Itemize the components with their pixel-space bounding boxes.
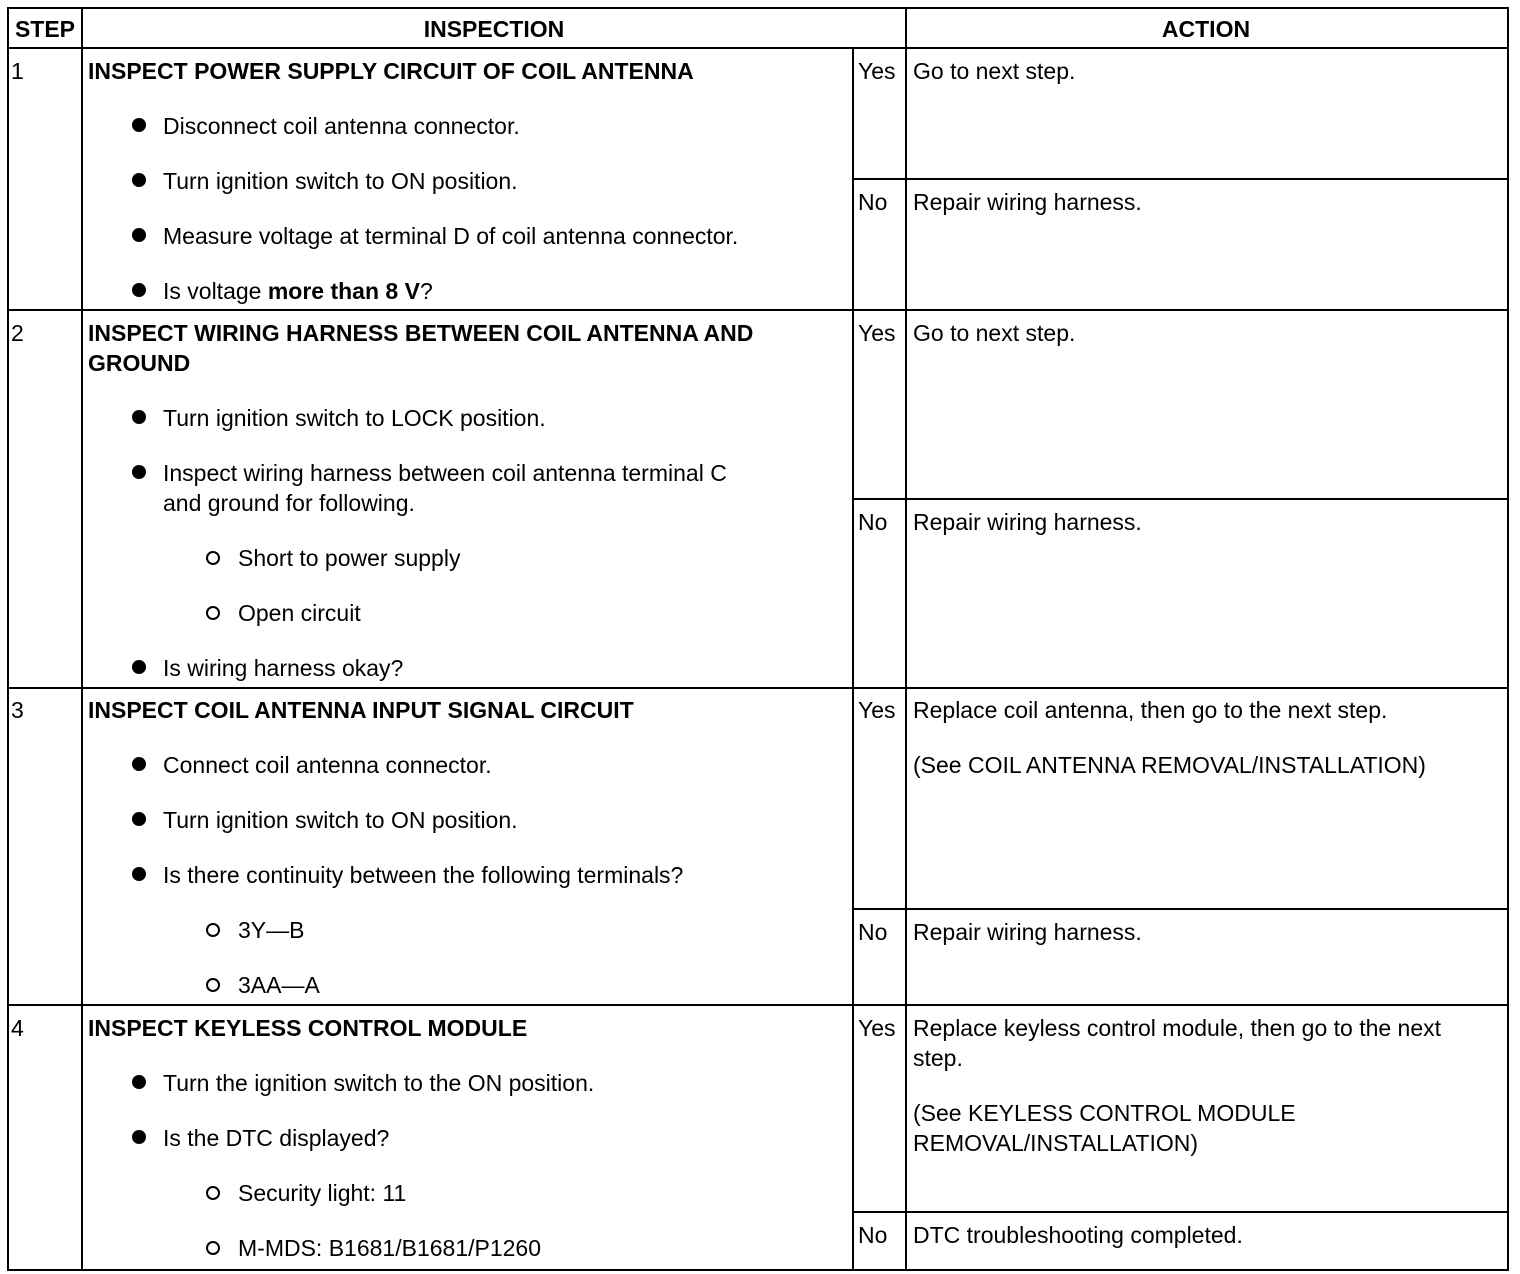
bullet-text: Inspect wiring harness between coil antenna terminal C <box>163 460 727 486</box>
column-divider-step <box>81 7 83 1269</box>
yes-action-reference: (See COIL ANTENNA REMOVAL/INSTALLATION) <box>913 752 1426 778</box>
header-inspection: INSPECTION <box>423 15 565 42</box>
no-label: No <box>858 509 888 535</box>
sub-bullet-text: 3Y—B <box>238 917 305 943</box>
step-number: 3 <box>11 697 24 723</box>
bullet-icon <box>132 118 146 132</box>
header-action: ACTION <box>1161 15 1251 42</box>
no-label: No <box>858 919 888 945</box>
sub-bullet-icon <box>206 923 220 937</box>
sub-bullet-icon <box>206 1186 220 1200</box>
no-action: Repair wiring harness. <box>913 919 1142 945</box>
question-text: Is there continuity between the following terminals? <box>163 862 684 888</box>
yes-action: Replace coil antenna, then go to the next step. <box>913 697 1388 723</box>
step-number: 2 <box>11 320 24 346</box>
bullet-icon <box>132 465 146 479</box>
sub-bullet-icon <box>206 1241 220 1255</box>
yes-label: Yes <box>858 58 896 84</box>
yes-action-continued: step. <box>913 1045 963 1071</box>
bullet-text-continued: and ground for following. <box>163 490 415 516</box>
bullet-text: Disconnect coil antenna connector. <box>163 113 520 139</box>
bullet-text: Connect coil antenna connector. <box>163 752 492 778</box>
question-text: Is the DTC displayed? <box>163 1125 390 1151</box>
no-label: No <box>858 189 888 215</box>
bullet-icon <box>132 283 146 297</box>
bullet-text: Turn ignition switch to ON position. <box>163 168 518 194</box>
question-bold-value: more than 8 V <box>267 278 420 304</box>
bullet-icon <box>132 812 146 826</box>
bullet-icon <box>132 867 146 881</box>
yes-label: Yes <box>858 1015 896 1041</box>
question-text: Is wiring harness okay? <box>163 655 404 681</box>
bullet-icon <box>132 1075 146 1089</box>
bullet-text: Turn ignition switch to LOCK position. <box>163 405 546 431</box>
bullet-icon <box>132 173 146 187</box>
question-text <box>163 276 433 306</box>
sub-bullet-text: 3AA—A <box>238 972 320 998</box>
sub-bullet-text: Short to power supply <box>238 545 461 571</box>
row-divider-3 <box>7 1004 1507 1006</box>
yes-label: Yes <box>858 320 896 346</box>
yes-label: Yes <box>858 697 896 723</box>
yes-no-divider-1 <box>852 178 1507 180</box>
yes-action-reference-continued: REMOVAL/INSTALLATION) <box>913 1130 1198 1156</box>
no-label: No <box>858 1222 888 1248</box>
sub-bullet-icon <box>206 551 220 565</box>
step-title: INSPECT COIL ANTENNA INPUT SIGNAL CIRCUIT <box>88 697 634 723</box>
column-divider-answer <box>852 49 854 1269</box>
inspection-table <box>7 7 1507 1269</box>
yes-no-divider-4 <box>852 1211 1507 1213</box>
bullet-icon <box>132 660 146 674</box>
row-divider-1 <box>7 309 1507 311</box>
column-divider-action <box>905 7 907 1269</box>
bullet-icon <box>132 757 146 771</box>
no-action: DTC troubleshooting completed. <box>913 1222 1243 1248</box>
step-title: INSPECT POWER SUPPLY CIRCUIT OF COIL ANTENNA <box>88 58 694 84</box>
bullet-text: Turn ignition switch to ON position. <box>163 807 518 833</box>
yes-action: Replace keyless control module, then go to the next <box>913 1015 1442 1041</box>
sub-bullet-text: Open circuit <box>238 600 361 626</box>
yes-no-divider-2 <box>852 498 1507 500</box>
question-prefix: Is voltage <box>163 278 268 304</box>
sub-bullet-text: Security light: 11 <box>238 1180 407 1206</box>
yes-action-reference: (See KEYLESS CONTROL MODULE <box>913 1100 1296 1126</box>
sub-bullet-icon <box>206 606 220 620</box>
yes-no-divider-3 <box>852 908 1507 910</box>
bullet-text: Measure voltage at terminal D of coil antenna connector. <box>163 223 739 249</box>
step-title: INSPECT KEYLESS CONTROL MODULE <box>88 1015 528 1041</box>
header-step: STEP <box>14 15 76 42</box>
step-number: 4 <box>11 1015 24 1041</box>
row-divider-2 <box>7 687 1507 689</box>
step-number: 1 <box>11 58 24 84</box>
sub-bullet-text: M-MDS: B1681/B1681/P1260 <box>238 1235 542 1261</box>
sub-bullet-icon <box>206 978 220 992</box>
bullet-icon <box>132 410 146 424</box>
bullet-icon <box>132 228 146 242</box>
no-action: Repair wiring harness. <box>913 189 1142 215</box>
yes-action: Go to next step. <box>913 58 1076 84</box>
no-action: Repair wiring harness. <box>913 509 1142 535</box>
step-title-continued: GROUND <box>88 350 191 376</box>
step-title: INSPECT WIRING HARNESS BETWEEN COIL ANTENNA AND <box>88 320 754 346</box>
question-suffix: ? <box>419 278 433 304</box>
bullet-icon <box>132 1130 146 1144</box>
yes-action: Go to next step. <box>913 320 1076 346</box>
bullet-text: Turn the ignition switch to the ON position. <box>163 1070 595 1096</box>
